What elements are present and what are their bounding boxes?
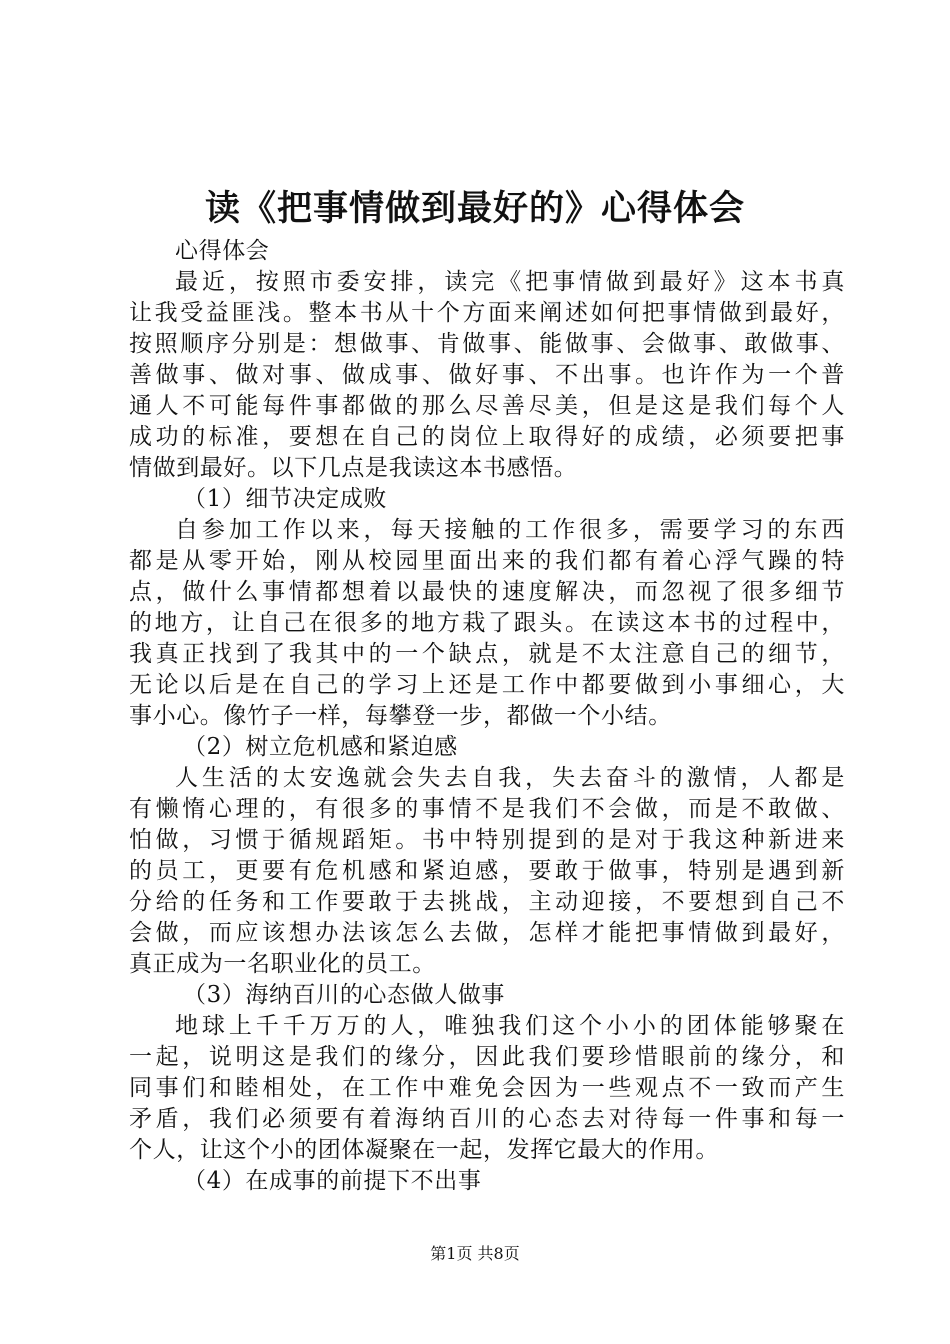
paragraph-line: 让我受益匪浅。整本书从十个方面来阐述如何把事情做到最好， — [129, 300, 845, 326]
paragraph-2 — [129, 515, 845, 732]
paragraph-line: 最近，按照市委安排，读完《把事情做到最好》这本书真 — [175, 269, 845, 295]
paragraph-line: 矛盾，我们必须要有着海纳百川的心态去对待每一件事和每一 — [129, 1106, 845, 1132]
paragraph-4 — [129, 1011, 845, 1166]
paragraph-line: 情做到最好。以下几点是我读这本书感悟。 — [129, 455, 578, 481]
paragraph-line: 个人，让这个小的团体凝聚在一起，发挥它最大的作用。 — [129, 1137, 719, 1163]
document-body — [129, 236, 845, 1197]
paragraph-line: 一起，说明这是我们的缘分，因此我们要珍惜眼前的缘分，和 — [129, 1044, 845, 1070]
paragraph-line: 善做事、做对事、做成事、做好事、不出事。也许作为一个普 — [129, 362, 845, 388]
paragraph-line: 事小心。像竹子一样，每攀登一步，都做一个小结。 — [129, 703, 672, 729]
paragraph-line: 按照顺序分别是：想做事、肯做事、能做事、会做事、敢做事、 — [129, 331, 845, 357]
paragraph-line: 地球上千千万万的人，唯独我们这个小小的团体能够聚在 — [175, 1013, 845, 1039]
section-heading-3: （3）海纳百川的心态做人做事 — [183, 982, 506, 1008]
section-heading-4: （4）在成事的前提下不出事 — [183, 1168, 482, 1194]
paragraph-line: 分给的任务和工作要敢于去挑战，主动迎接，不要想到自己不 — [129, 889, 845, 915]
paragraph-line: 的地方，让自己在很多的地方栽了跟头。在读这本书的过程中， — [129, 610, 845, 636]
paragraph-line: 会做，而应该想办法该怎么去做，怎样才能把事情做到最好， — [129, 920, 845, 946]
paragraph-line: 通人不可能每件事都做的那么尽善尽美，但是这是我们每个人 — [129, 393, 845, 419]
paragraph-line: 同事们和睦相处，在工作中难免会因为一些观点不一致而产生 — [129, 1075, 845, 1101]
paragraph-3 — [129, 763, 845, 980]
paragraph-line: 我真正找到了我其中的一个缺点，就是不太注意自己的细节， — [129, 641, 845, 667]
paragraph-line: 无论以后是在自己的学习上还是工作中都要做到小事细心，大 — [129, 672, 845, 698]
paragraph-line: 有懒惰心理的，有很多的事情不是我们不会做，而是不敢做、 — [129, 796, 845, 822]
subtitle: 心得体会 — [175, 238, 270, 264]
section-heading-1: （1）细节决定成败 — [183, 486, 388, 512]
paragraph-line: 都是从零开始，刚从校园里面出来的我们都有着心浮气躁的特 — [129, 548, 845, 574]
document-title: 读《把事情做到最好的》心得体会 — [204, 188, 745, 229]
paragraph-line: 的员工，更要有危机感和紧迫感，要敢于做事，特别是遇到新 — [129, 858, 845, 884]
page-number-footer: 第1页 共8页 — [430, 1244, 520, 1263]
section-heading-2: （2）树立危机感和紧迫感 — [183, 734, 458, 760]
paragraph-1 — [129, 267, 845, 484]
paragraph-line: 真正成为一名职业化的员工。 — [129, 951, 436, 977]
paragraph-line: 自参加工作以来，每天接触的工作很多，需要学习的东西 — [175, 517, 845, 543]
paragraph-line: 点，做什么事情都想着以最快的速度解决，而忽视了很多细节 — [129, 579, 845, 605]
paragraph-line: 成功的标准，要想在自己的岗位上取得好的成绩，必须要把事 — [129, 424, 845, 450]
paragraph-line: 怕做，习惯于循规蹈矩。书中特别提到的是对于我这种新进来 — [129, 827, 845, 853]
paragraph-line: 人生活的太安逸就会失去自我，失去奋斗的激情，人都是 — [175, 765, 845, 791]
